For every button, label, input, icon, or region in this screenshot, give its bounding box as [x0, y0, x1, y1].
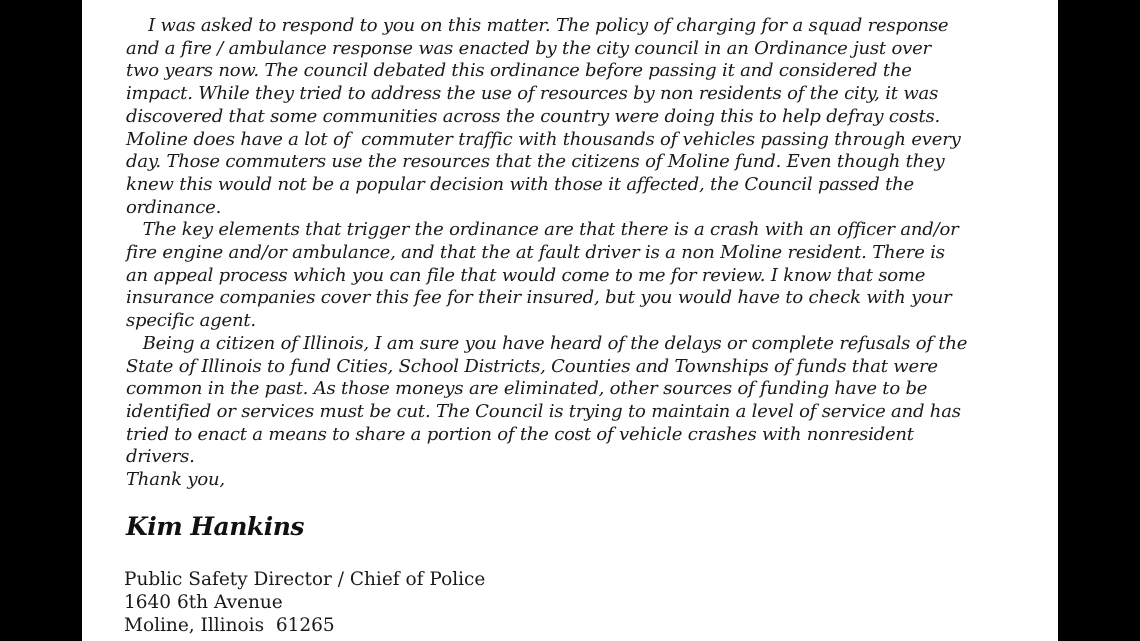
letter-line: discovered that some communities across the country were doing this to help defray costs.	[126, 105, 941, 127]
letter-line: identified or services must be cut. The Council is trying to maintain a level of service and has	[126, 400, 961, 422]
sender-address	[124, 568, 485, 637]
letter-line: insurance companies cover this fee for their insured, but you would have to check with your	[126, 287, 952, 309]
letter-line: impact. While they tried to address the use of resources by non residents of the city, it was	[126, 83, 939, 105]
sender-city: Moline, Illinois 61265	[124, 615, 335, 636]
letter-line: Moline does have a lot of commuter traffic with thousands of vehicles passing through every	[126, 128, 961, 150]
closing-line: Thank you,	[126, 469, 225, 491]
letter-line: an appeal process which you can file that would come to me for review. I know that some	[126, 264, 926, 286]
letter-line: ordinance.	[126, 196, 222, 218]
letter-line: two years now. The council debated this ordinance before passing it and considered the	[126, 60, 912, 82]
sender-street: 1640 6th Avenue	[124, 592, 283, 613]
letter-line: and a fire / ambulance response was enacted by the city council in an Ordinance just over	[126, 37, 931, 59]
letter-line: The key elements that trigger the ordinance are that there is a crash with an officer and/or	[126, 219, 959, 241]
letter-line: day. Those commuters use the resources that the citizens of Moline fund. Even though they	[126, 151, 945, 173]
letter-line: common in the past. As those moneys are eliminated, other sources of funding have to be	[126, 378, 928, 400]
letter-line: drivers.	[126, 446, 195, 468]
sender-title: Public Safety Director / Chief of Police	[124, 569, 486, 590]
letter-line: Being a citizen of Illinois, I am sure you have heard of the delays or complete refusals of the	[126, 332, 968, 354]
letter-line: tried to enact a means to share a portion of the cost of vehicle crashes with nonresident	[126, 423, 914, 445]
letter-body	[126, 15, 1006, 492]
letter-line: I was asked to respond to you on this matter. The policy of charging for a squad response	[126, 15, 949, 36]
letter-line: State of Illinois to fund Cities, School Districts, Counties and Townships of funds that were	[126, 355, 938, 377]
letter-line: fire engine and/or ambulance, and that the at fault driver is a non Moline resident. There is	[126, 242, 945, 264]
letter-page	[82, 0, 1058, 641]
letter-line: knew this would not be a popular decision with those it affected, the Council passed the	[126, 173, 914, 195]
signature: Kim Hankins	[126, 512, 304, 541]
letter-line: specific agent.	[126, 310, 256, 332]
